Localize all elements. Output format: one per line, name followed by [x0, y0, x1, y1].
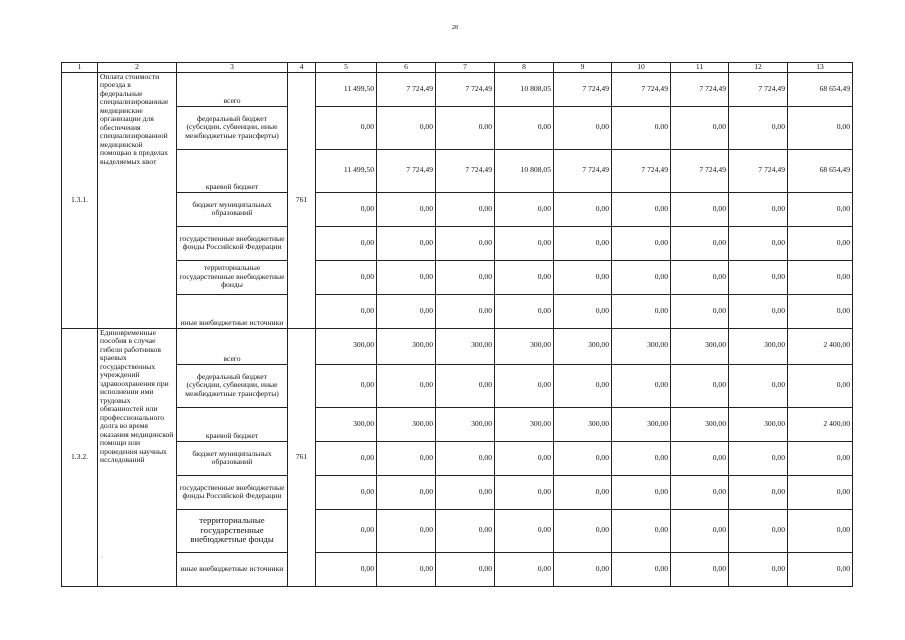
value-cell: 0,00 — [612, 509, 671, 552]
value-cell: 7 724,49 — [436, 149, 495, 192]
funding-source: федеральный бюджет (субсидии, субвенции, иные межбюджетные трансферты) — [177, 364, 288, 407]
value-cell: 0,00 — [612, 294, 671, 328]
value-cell: 300,00 — [729, 407, 788, 441]
column-number: 4 — [288, 63, 316, 73]
value-cell: 300,00 — [671, 328, 729, 364]
table-row — [62, 260, 853, 294]
funding-source: иные внебюджетные источники — [177, 294, 288, 328]
value-cell: 0,00 — [316, 364, 377, 407]
value-cell: 0,00 — [612, 364, 671, 407]
value-cell: 0,00 — [729, 364, 788, 407]
value-cell: 7 724,49 — [377, 72, 436, 106]
item-name: Единовременные пособия в случае гибели работников краевых государственных учреждений здравоохранения при исполнении ими трудовых обязанностей или профессионального долга во время оказания медицинской помощи или проведения научных исследований — [98, 328, 177, 586]
value-cell: 300,00 — [554, 407, 612, 441]
value-cell: 0,00 — [554, 192, 612, 226]
value-cell: 300,00 — [671, 407, 729, 441]
value-cell: 0,00 — [436, 509, 495, 552]
value-cell: 0,00 — [554, 260, 612, 294]
value-cell: 0,00 — [377, 260, 436, 294]
value-cell: 7 724,49 — [729, 72, 788, 106]
value-cell: 0,00 — [671, 509, 729, 552]
value-cell: 7 724,49 — [612, 72, 671, 106]
value-cell: 0,00 — [316, 226, 377, 260]
value-cell: 0,00 — [316, 509, 377, 552]
value-cell: 7 724,49 — [729, 149, 788, 192]
value-cell: 0,00 — [377, 509, 436, 552]
value-cell: 7 724,49 — [671, 149, 729, 192]
value-cell: 0,00 — [436, 441, 495, 475]
item-code: 1.3.1. — [62, 72, 98, 328]
value-cell: 0,00 — [554, 226, 612, 260]
value-cell: 7 724,49 — [612, 149, 671, 192]
value-cell: 10 808,05 — [495, 72, 554, 106]
value-cell: 7 724,49 — [554, 149, 612, 192]
funding-source: всего — [177, 72, 288, 106]
value-cell: 0,00 — [788, 552, 853, 586]
table-row — [62, 328, 853, 364]
value-cell: 7 724,49 — [671, 72, 729, 106]
value-cell: 0,00 — [788, 475, 853, 509]
value-cell: 0,00 — [316, 192, 377, 226]
value-cell: 0,00 — [377, 294, 436, 328]
funding-source: всего — [177, 328, 288, 364]
value-cell: 0,00 — [436, 552, 495, 586]
column-4-code: 761 — [288, 72, 316, 328]
budget-table — [61, 62, 853, 587]
value-cell: 0,00 — [377, 192, 436, 226]
value-cell: 0,00 — [729, 552, 788, 586]
value-cell: 0,00 — [729, 509, 788, 552]
value-cell: 0,00 — [377, 552, 436, 586]
column-number: 2 — [98, 63, 177, 73]
column-number: 13 — [788, 63, 853, 73]
value-cell: 0,00 — [612, 260, 671, 294]
table-row — [62, 72, 853, 106]
value-cell: 0,00 — [495, 475, 554, 509]
funding-source: бюджет муниципальных образований — [177, 192, 288, 226]
column-number: 5 — [316, 63, 377, 73]
value-cell: 0,00 — [495, 226, 554, 260]
value-cell: 0,00 — [671, 192, 729, 226]
value-cell: 0,00 — [729, 441, 788, 475]
value-cell: 2 400,00 — [788, 328, 853, 364]
value-cell: 0,00 — [554, 509, 612, 552]
value-cell: 0,00 — [788, 226, 853, 260]
value-cell: 0,00 — [316, 260, 377, 294]
value-cell: 10 808,05 — [495, 149, 554, 192]
value-cell: 0,00 — [554, 106, 612, 149]
value-cell: 0,00 — [729, 294, 788, 328]
table-row — [62, 475, 853, 509]
value-cell: 0,00 — [554, 441, 612, 475]
value-cell: 0,00 — [671, 475, 729, 509]
value-cell: 300,00 — [729, 328, 788, 364]
column-number: 1 — [62, 63, 98, 73]
value-cell: 0,00 — [788, 364, 853, 407]
value-cell: 300,00 — [436, 328, 495, 364]
column-4-code: 761 — [288, 328, 316, 586]
funding-source: краевой бюджет — [177, 407, 288, 441]
value-cell: 0,00 — [729, 106, 788, 149]
funding-source: бюджет муниципальных образований — [177, 441, 288, 475]
column-number: 6 — [377, 63, 436, 73]
value-cell: 300,00 — [436, 407, 495, 441]
page-number: 28 — [452, 25, 458, 31]
value-cell: 300,00 — [316, 328, 377, 364]
value-cell: 11 499,50 — [316, 72, 377, 106]
value-cell: 300,00 — [612, 328, 671, 364]
funding-source: федеральный бюджет (субсидии, субвенции, иные межбюджетные трансферты) — [177, 106, 288, 149]
value-cell: 0,00 — [436, 226, 495, 260]
value-cell: 0,00 — [316, 552, 377, 586]
value-cell: 0,00 — [554, 364, 612, 407]
value-cell: 0,00 — [436, 260, 495, 294]
value-cell: 0,00 — [495, 260, 554, 294]
value-cell: 0,00 — [316, 441, 377, 475]
table-row — [62, 441, 853, 475]
column-number: 11 — [671, 63, 729, 73]
value-cell: 0,00 — [554, 475, 612, 509]
value-cell: 0,00 — [495, 106, 554, 149]
value-cell: 7 724,49 — [436, 72, 495, 106]
table-row — [62, 149, 853, 192]
value-cell: 0,00 — [436, 192, 495, 226]
value-cell: 0,00 — [671, 260, 729, 294]
value-cell: 0,00 — [612, 192, 671, 226]
value-cell: 68 654,49 — [788, 72, 853, 106]
value-cell: 0,00 — [788, 192, 853, 226]
value-cell: 68 654,49 — [788, 149, 853, 192]
value-cell: 0,00 — [495, 552, 554, 586]
value-cell: 0,00 — [316, 106, 377, 149]
table-row — [62, 364, 853, 407]
table-row — [62, 226, 853, 260]
value-cell: 0,00 — [554, 552, 612, 586]
value-cell: 0,00 — [671, 552, 729, 586]
value-cell: 0,00 — [612, 441, 671, 475]
item-code: 1.3.2. — [62, 328, 98, 586]
value-cell: 0,00 — [495, 364, 554, 407]
value-cell: 0,00 — [671, 441, 729, 475]
column-number: 9 — [554, 63, 612, 73]
value-cell: 0,00 — [788, 509, 853, 552]
value-cell: 0,00 — [436, 294, 495, 328]
value-cell: 0,00 — [612, 106, 671, 149]
funding-source: краевой бюджет — [177, 149, 288, 192]
value-cell: 0,00 — [788, 441, 853, 475]
table-row — [62, 192, 853, 226]
column-number: 10 — [612, 63, 671, 73]
value-cell: 0,00 — [612, 552, 671, 586]
value-cell: 300,00 — [316, 407, 377, 441]
column-number: 12 — [729, 63, 788, 73]
value-cell: 0,00 — [377, 441, 436, 475]
funding-source: государственные внебюджетные фонды Российской Федерации — [177, 226, 288, 260]
value-cell: 0,00 — [316, 294, 377, 328]
value-cell: 0,00 — [436, 106, 495, 149]
value-cell: 0,00 — [495, 441, 554, 475]
value-cell: 7 724,49 — [377, 149, 436, 192]
column-number: 8 — [495, 63, 554, 73]
value-cell: 300,00 — [554, 328, 612, 364]
table-row — [62, 552, 853, 586]
column-number: 3 — [177, 63, 288, 73]
value-cell: 0,00 — [671, 106, 729, 149]
value-cell: 0,00 — [316, 475, 377, 509]
item-name: Оплата стоимости проезда в федеральные специализированные медицинские организации для обеспечения специализированной медицинской помощью в пределах выделяемых квот — [98, 72, 177, 328]
value-cell: 0,00 — [495, 509, 554, 552]
value-cell: 0,00 — [377, 226, 436, 260]
value-cell: 11 499,50 — [316, 149, 377, 192]
value-cell: 0,00 — [729, 226, 788, 260]
value-cell: 300,00 — [495, 328, 554, 364]
value-cell: 0,00 — [377, 106, 436, 149]
value-cell: 0,00 — [612, 475, 671, 509]
stray-mark: · — [101, 555, 103, 561]
value-cell: 0,00 — [377, 475, 436, 509]
value-cell: 0,00 — [729, 475, 788, 509]
value-cell: 300,00 — [377, 328, 436, 364]
value-cell: 0,00 — [788, 260, 853, 294]
funding-source: территориальные государственные внебюджетные фонды — [177, 260, 288, 294]
value-cell: 0,00 — [729, 192, 788, 226]
value-cell: 300,00 — [612, 407, 671, 441]
value-cell: 0,00 — [671, 364, 729, 407]
value-cell: 300,00 — [495, 407, 554, 441]
value-cell: 0,00 — [671, 294, 729, 328]
table-row — [62, 407, 853, 441]
value-cell: 7 724,49 — [554, 72, 612, 106]
value-cell: 0,00 — [612, 226, 671, 260]
funding-source: территориальные государственные внебюджетные фонды — [177, 509, 288, 552]
value-cell: 0,00 — [495, 192, 554, 226]
column-number-row — [62, 63, 853, 73]
table-row — [62, 294, 853, 328]
table-row — [62, 509, 853, 552]
value-cell: 0,00 — [788, 294, 853, 328]
value-cell: 0,00 — [554, 294, 612, 328]
value-cell: 0,00 — [729, 260, 788, 294]
value-cell: 0,00 — [671, 226, 729, 260]
table-row — [62, 106, 853, 149]
value-cell: 0,00 — [495, 294, 554, 328]
value-cell: 0,00 — [436, 364, 495, 407]
column-number: 7 — [436, 63, 495, 73]
value-cell: 0,00 — [377, 364, 436, 407]
funding-source: государственные внебюджетные фонды Российской Федерации — [177, 475, 288, 509]
value-cell: 2 400,00 — [788, 407, 853, 441]
value-cell: 300,00 — [377, 407, 436, 441]
value-cell: 0,00 — [788, 106, 853, 149]
value-cell: 0,00 — [436, 475, 495, 509]
funding-source: иные внебюджетные источники — [177, 552, 288, 586]
